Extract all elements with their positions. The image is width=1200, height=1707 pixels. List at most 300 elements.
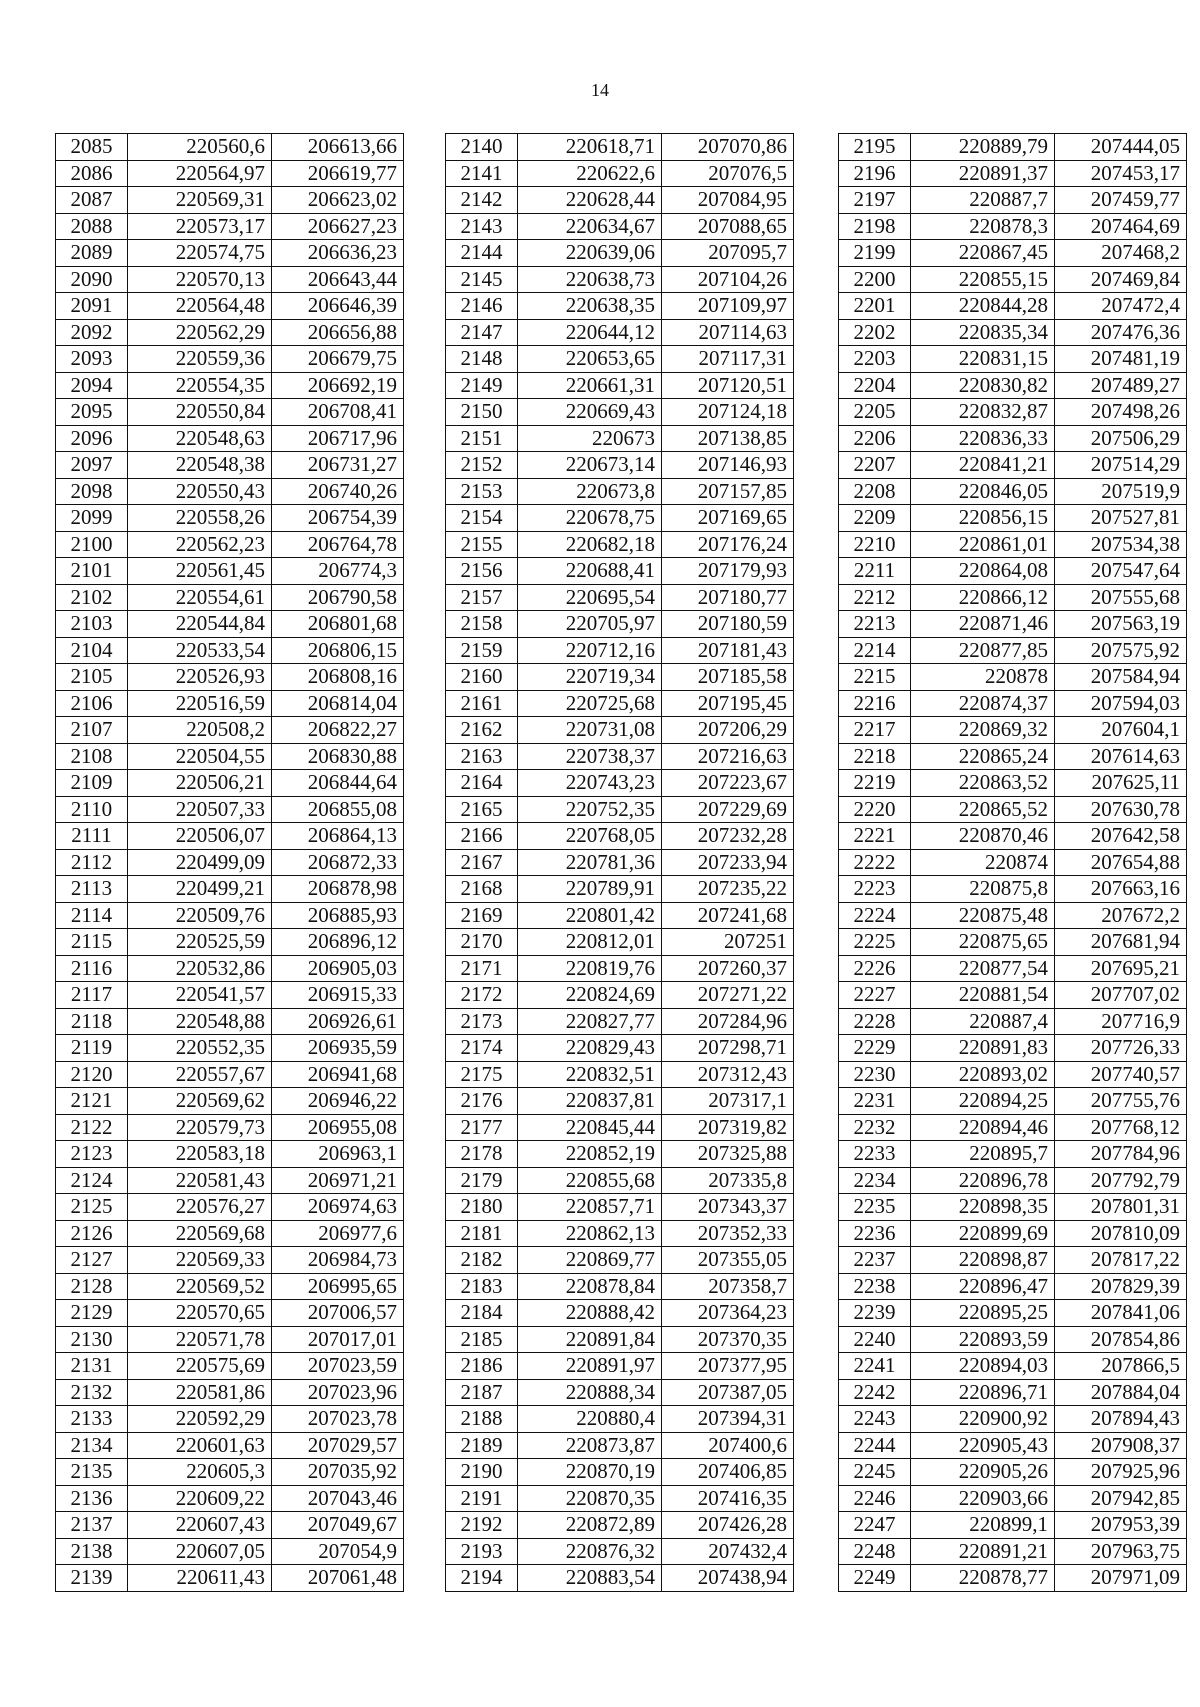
- x-coordinate-cell: 220601,63: [128, 1432, 272, 1459]
- x-coordinate-cell: 220634,67: [518, 213, 662, 240]
- x-coordinate-cell: 220559,36: [128, 346, 272, 373]
- point-number-cell: 2225: [839, 929, 911, 956]
- point-number-cell: 2138: [56, 1538, 128, 1565]
- y-coordinate-cell: 206643,44: [272, 266, 404, 293]
- table-row: [446, 1008, 794, 1035]
- point-number-cell: 2160: [446, 664, 518, 691]
- point-number-cell: 2130: [56, 1326, 128, 1353]
- x-coordinate-cell: 220900,92: [911, 1406, 1055, 1433]
- point-number-cell: 2204: [839, 372, 911, 399]
- table-row: [56, 1247, 404, 1274]
- y-coordinate-cell: 207251: [662, 929, 794, 956]
- x-coordinate-cell: 220864,08: [911, 558, 1055, 585]
- x-coordinate-cell: 220592,29: [128, 1406, 272, 1433]
- table-row: [839, 1220, 1187, 1247]
- point-number-cell: 2151: [446, 425, 518, 452]
- point-number-cell: 2134: [56, 1432, 128, 1459]
- y-coordinate-cell: 207406,85: [662, 1459, 794, 1486]
- x-coordinate-cell: 220878: [911, 664, 1055, 691]
- y-coordinate-cell: 207784,96: [1055, 1141, 1187, 1168]
- table-row: [446, 213, 794, 240]
- table-row: [839, 1061, 1187, 1088]
- x-coordinate-cell: 220557,67: [128, 1061, 272, 1088]
- y-coordinate-cell: 207029,57: [272, 1432, 404, 1459]
- y-coordinate-cell: 207841,06: [1055, 1300, 1187, 1327]
- y-coordinate-cell: 207884,04: [1055, 1379, 1187, 1406]
- x-coordinate-cell: 220829,43: [518, 1035, 662, 1062]
- y-coordinate-cell: 207829,39: [1055, 1273, 1187, 1300]
- x-coordinate-cell: 220550,84: [128, 399, 272, 426]
- table-row: [446, 611, 794, 638]
- x-coordinate-cell: 220499,09: [128, 849, 272, 876]
- point-number-cell: 2184: [446, 1300, 518, 1327]
- point-number-cell: 2244: [839, 1432, 911, 1459]
- table-row: [446, 1353, 794, 1380]
- table-row: [839, 452, 1187, 479]
- table-row: [56, 187, 404, 214]
- point-number-cell: 2214: [839, 637, 911, 664]
- x-coordinate-cell: 220581,43: [128, 1167, 272, 1194]
- x-coordinate-cell: 220541,57: [128, 982, 272, 1009]
- table-row: [446, 240, 794, 267]
- table-row: [56, 929, 404, 956]
- table-row: [446, 1485, 794, 1512]
- table-row: [839, 240, 1187, 267]
- point-number-cell: 2194: [446, 1565, 518, 1592]
- point-number-cell: 2140: [446, 134, 518, 161]
- x-coordinate-cell: 220891,21: [911, 1538, 1055, 1565]
- table-row: [446, 1114, 794, 1141]
- table-row: [839, 1353, 1187, 1380]
- table-row: [56, 796, 404, 823]
- x-coordinate-cell: 220752,35: [518, 796, 662, 823]
- x-coordinate-cell: 220508,2: [128, 717, 272, 744]
- x-coordinate-cell: 220903,66: [911, 1485, 1055, 1512]
- y-coordinate-cell: 207232,28: [662, 823, 794, 850]
- table-row: [56, 505, 404, 532]
- x-coordinate-cell: 220891,37: [911, 160, 1055, 187]
- y-coordinate-cell: 207180,77: [662, 584, 794, 611]
- table-row: [446, 1538, 794, 1565]
- y-coordinate-cell: 206656,88: [272, 319, 404, 346]
- table-row: [446, 664, 794, 691]
- y-coordinate-cell: 207180,59: [662, 611, 794, 638]
- x-coordinate-cell: 220824,69: [518, 982, 662, 1009]
- point-number-cell: 2089: [56, 240, 128, 267]
- point-number-cell: 2152: [446, 452, 518, 479]
- y-coordinate-cell: 206941,68: [272, 1061, 404, 1088]
- x-coordinate-cell: 220561,45: [128, 558, 272, 585]
- table-row: [446, 1141, 794, 1168]
- point-number-cell: 2085: [56, 134, 128, 161]
- y-coordinate-cell: 207035,92: [272, 1459, 404, 1486]
- table-row: [56, 531, 404, 558]
- point-number-cell: 2247: [839, 1512, 911, 1539]
- x-coordinate-cell: 220898,87: [911, 1247, 1055, 1274]
- table-row: [839, 293, 1187, 320]
- table-row: [446, 1088, 794, 1115]
- y-coordinate-cell: 206808,16: [272, 664, 404, 691]
- table-row: [56, 1194, 404, 1221]
- x-coordinate-cell: 220863,52: [911, 770, 1055, 797]
- point-number-cell: 2139: [56, 1565, 128, 1592]
- x-coordinate-cell: 220872,89: [518, 1512, 662, 1539]
- point-number-cell: 2096: [56, 425, 128, 452]
- table-row: [446, 505, 794, 532]
- table-row: [446, 134, 794, 161]
- y-coordinate-cell: 207672,2: [1055, 902, 1187, 929]
- table-row: [839, 134, 1187, 161]
- y-coordinate-cell: 207176,24: [662, 531, 794, 558]
- x-coordinate-cell: 220866,12: [911, 584, 1055, 611]
- y-coordinate-cell: 206822,27: [272, 717, 404, 744]
- y-coordinate-cell: 207181,43: [662, 637, 794, 664]
- y-coordinate-cell: 207740,57: [1055, 1061, 1187, 1088]
- y-coordinate-cell: 207432,4: [662, 1538, 794, 1565]
- table-row: [56, 240, 404, 267]
- point-number-cell: 2164: [446, 770, 518, 797]
- point-number-cell: 2182: [446, 1247, 518, 1274]
- table-row: [839, 1565, 1187, 1592]
- point-number-cell: 2222: [839, 849, 911, 876]
- point-number-cell: 2131: [56, 1353, 128, 1380]
- y-coordinate-cell: 207070,86: [662, 134, 794, 161]
- x-coordinate-cell: 220719,34: [518, 664, 662, 691]
- x-coordinate-cell: 220558,26: [128, 505, 272, 532]
- x-coordinate-cell: 220731,08: [518, 717, 662, 744]
- y-coordinate-cell: 206905,03: [272, 955, 404, 982]
- y-coordinate-cell: 207604,1: [1055, 717, 1187, 744]
- y-coordinate-cell: 207716,9: [1055, 1008, 1187, 1035]
- table-row: [839, 319, 1187, 346]
- table-row: [56, 1300, 404, 1327]
- point-number-cell: 2088: [56, 213, 128, 240]
- x-coordinate-cell: 220564,48: [128, 293, 272, 320]
- y-coordinate-cell: 206926,61: [272, 1008, 404, 1035]
- y-coordinate-cell: 207481,19: [1055, 346, 1187, 373]
- y-coordinate-cell: 207054,9: [272, 1538, 404, 1565]
- y-coordinate-cell: 207426,28: [662, 1512, 794, 1539]
- table-row: [446, 531, 794, 558]
- x-coordinate-cell: 220569,33: [128, 1247, 272, 1274]
- y-coordinate-cell: 207233,94: [662, 849, 794, 876]
- y-coordinate-cell: 206679,75: [272, 346, 404, 373]
- point-number-cell: 2240: [839, 1326, 911, 1353]
- y-coordinate-cell: 207120,51: [662, 372, 794, 399]
- table-row: [839, 1512, 1187, 1539]
- table-row: [839, 690, 1187, 717]
- point-number-cell: 2170: [446, 929, 518, 956]
- point-number-cell: 2231: [839, 1088, 911, 1115]
- x-coordinate-cell: 220673,8: [518, 478, 662, 505]
- point-number-cell: 2086: [56, 160, 128, 187]
- table-row: [839, 929, 1187, 956]
- x-coordinate-cell: 220506,21: [128, 770, 272, 797]
- table-row: [446, 1061, 794, 1088]
- x-coordinate-cell: 220870,35: [518, 1485, 662, 1512]
- table-row: [839, 717, 1187, 744]
- x-coordinate-cell: 220905,26: [911, 1459, 1055, 1486]
- y-coordinate-cell: 207049,67: [272, 1512, 404, 1539]
- table-row: [56, 611, 404, 638]
- y-coordinate-cell: 207223,67: [662, 770, 794, 797]
- y-coordinate-cell: 207854,86: [1055, 1326, 1187, 1353]
- table-row: [56, 452, 404, 479]
- table-row: [446, 823, 794, 850]
- table-row: [839, 1114, 1187, 1141]
- table-row: [446, 1432, 794, 1459]
- y-coordinate-cell: 206801,68: [272, 611, 404, 638]
- x-coordinate-cell: 220876,32: [518, 1538, 662, 1565]
- table-row: [839, 1406, 1187, 1433]
- x-coordinate-cell: 220575,69: [128, 1353, 272, 1380]
- table-row: [839, 1167, 1187, 1194]
- x-coordinate-cell: 220509,76: [128, 902, 272, 929]
- table-row: [839, 1459, 1187, 1486]
- y-coordinate-cell: 207206,29: [662, 717, 794, 744]
- x-coordinate-cell: 220896,71: [911, 1379, 1055, 1406]
- table-row: [56, 1512, 404, 1539]
- table-row: [446, 1167, 794, 1194]
- x-coordinate-cell: 220874,37: [911, 690, 1055, 717]
- table-row: [56, 1220, 404, 1247]
- point-number-cell: 2192: [446, 1512, 518, 1539]
- x-coordinate-cell: 220673: [518, 425, 662, 452]
- point-number-cell: 2118: [56, 1008, 128, 1035]
- y-coordinate-cell: 206814,04: [272, 690, 404, 717]
- point-number-cell: 2242: [839, 1379, 911, 1406]
- table-row: [839, 1141, 1187, 1168]
- x-coordinate-cell: 220889,79: [911, 134, 1055, 161]
- point-number-cell: 2135: [56, 1459, 128, 1486]
- y-coordinate-cell: 207469,84: [1055, 266, 1187, 293]
- y-coordinate-cell: 207157,85: [662, 478, 794, 505]
- x-coordinate-cell: 220856,15: [911, 505, 1055, 532]
- x-coordinate-cell: 220831,15: [911, 346, 1055, 373]
- x-coordinate-cell: 220562,29: [128, 319, 272, 346]
- x-coordinate-cell: 220504,55: [128, 743, 272, 770]
- table-row: [56, 1088, 404, 1115]
- x-coordinate-cell: 220830,82: [911, 372, 1055, 399]
- x-coordinate-cell: 220873,87: [518, 1432, 662, 1459]
- table-row: [839, 399, 1187, 426]
- x-coordinate-cell: 220891,84: [518, 1326, 662, 1353]
- point-number-cell: 2094: [56, 372, 128, 399]
- point-number-cell: 2116: [56, 955, 128, 982]
- point-number-cell: 2111: [56, 823, 128, 850]
- y-coordinate-cell: 207335,8: [662, 1167, 794, 1194]
- y-coordinate-cell: 207489,27: [1055, 372, 1187, 399]
- table-row: [839, 664, 1187, 691]
- point-number-cell: 2119: [56, 1035, 128, 1062]
- x-coordinate-cell: 220560,6: [128, 134, 272, 161]
- point-number-cell: 2100: [56, 531, 128, 558]
- table-row: [446, 1379, 794, 1406]
- point-number-cell: 2213: [839, 611, 911, 638]
- point-number-cell: 2154: [446, 505, 518, 532]
- x-coordinate-cell: 220877,85: [911, 637, 1055, 664]
- point-number-cell: 2113: [56, 876, 128, 903]
- point-number-cell: 2245: [839, 1459, 911, 1486]
- point-number-cell: 2105: [56, 664, 128, 691]
- y-coordinate-cell: 207298,71: [662, 1035, 794, 1062]
- y-coordinate-cell: 206995,65: [272, 1273, 404, 1300]
- y-coordinate-cell: 206636,23: [272, 240, 404, 267]
- x-coordinate-cell: 220895,25: [911, 1300, 1055, 1327]
- table-row: [56, 876, 404, 903]
- y-coordinate-cell: 206872,33: [272, 849, 404, 876]
- table-row: [56, 664, 404, 691]
- x-coordinate-cell: 220855,15: [911, 266, 1055, 293]
- y-coordinate-cell: 207614,63: [1055, 743, 1187, 770]
- point-number-cell: 2150: [446, 399, 518, 426]
- point-number-cell: 2123: [56, 1141, 128, 1168]
- table-row: [839, 902, 1187, 929]
- x-coordinate-cell: 220841,21: [911, 452, 1055, 479]
- y-coordinate-cell: 206844,64: [272, 770, 404, 797]
- table-row: [839, 346, 1187, 373]
- point-number-cell: 2217: [839, 717, 911, 744]
- point-number-cell: 2195: [839, 134, 911, 161]
- x-coordinate-cell: 220832,51: [518, 1061, 662, 1088]
- y-coordinate-cell: 207642,58: [1055, 823, 1187, 850]
- table-row: [839, 478, 1187, 505]
- y-coordinate-cell: 207416,35: [662, 1485, 794, 1512]
- x-coordinate-cell: 220669,43: [518, 399, 662, 426]
- y-coordinate-cell: 207095,7: [662, 240, 794, 267]
- point-number-cell: 2176: [446, 1088, 518, 1115]
- x-coordinate-cell: 220548,38: [128, 452, 272, 479]
- point-number-cell: 2188: [446, 1406, 518, 1433]
- y-coordinate-cell: 207755,76: [1055, 1088, 1187, 1115]
- point-number-cell: 2196: [839, 160, 911, 187]
- table-row: [56, 1167, 404, 1194]
- x-coordinate-cell: 220548,63: [128, 425, 272, 452]
- x-coordinate-cell: 220894,46: [911, 1114, 1055, 1141]
- y-coordinate-cell: 207400,6: [662, 1432, 794, 1459]
- table-row: [56, 690, 404, 717]
- x-coordinate-cell: 220878,84: [518, 1273, 662, 1300]
- point-number-cell: 2103: [56, 611, 128, 638]
- y-coordinate-cell: 207124,18: [662, 399, 794, 426]
- table-row: [839, 531, 1187, 558]
- x-coordinate-cell: 220845,44: [518, 1114, 662, 1141]
- point-number-cell: 2235: [839, 1194, 911, 1221]
- table-row: [839, 637, 1187, 664]
- table-row: [446, 1326, 794, 1353]
- x-coordinate-cell: 220819,76: [518, 955, 662, 982]
- y-coordinate-cell: 207235,22: [662, 876, 794, 903]
- point-number-cell: 2193: [446, 1538, 518, 1565]
- y-coordinate-cell: 206754,39: [272, 505, 404, 532]
- x-coordinate-cell: 220874: [911, 849, 1055, 876]
- x-coordinate-cell: 220618,71: [518, 134, 662, 161]
- point-number-cell: 2133: [56, 1406, 128, 1433]
- x-coordinate-cell: 220611,43: [128, 1565, 272, 1592]
- y-coordinate-cell: 207506,29: [1055, 425, 1187, 452]
- y-coordinate-cell: 207271,22: [662, 982, 794, 1009]
- x-coordinate-cell: 220499,21: [128, 876, 272, 903]
- x-coordinate-cell: 220894,03: [911, 1353, 1055, 1380]
- x-coordinate-cell: 220532,86: [128, 955, 272, 982]
- point-number-cell: 2175: [446, 1061, 518, 1088]
- point-number-cell: 2223: [839, 876, 911, 903]
- y-coordinate-cell: 207792,79: [1055, 1167, 1187, 1194]
- point-number-cell: 2172: [446, 982, 518, 1009]
- table-row: [446, 1220, 794, 1247]
- y-coordinate-cell: 207043,46: [272, 1485, 404, 1512]
- table-row: [56, 849, 404, 876]
- x-coordinate-cell: 220846,05: [911, 478, 1055, 505]
- y-coordinate-cell: 206955,08: [272, 1114, 404, 1141]
- y-coordinate-cell: 207498,26: [1055, 399, 1187, 426]
- x-coordinate-cell: 220869,77: [518, 1247, 662, 1274]
- table-row: [56, 478, 404, 505]
- x-coordinate-cell: 220881,54: [911, 982, 1055, 1009]
- x-coordinate-cell: 220506,07: [128, 823, 272, 850]
- point-number-cell: 2107: [56, 717, 128, 744]
- y-coordinate-cell: 207810,09: [1055, 1220, 1187, 1247]
- x-coordinate-cell: 220639,06: [518, 240, 662, 267]
- table-row: [839, 1008, 1187, 1035]
- table-row: [56, 902, 404, 929]
- y-coordinate-cell: 207394,31: [662, 1406, 794, 1433]
- point-number-cell: 2200: [839, 266, 911, 293]
- table-row: [839, 1485, 1187, 1512]
- point-number-cell: 2124: [56, 1167, 128, 1194]
- point-number-cell: 2146: [446, 293, 518, 320]
- y-coordinate-cell: 206935,59: [272, 1035, 404, 1062]
- y-coordinate-cell: 207370,35: [662, 1326, 794, 1353]
- point-number-cell: 2157: [446, 584, 518, 611]
- point-number-cell: 2101: [56, 558, 128, 585]
- y-coordinate-cell: 207195,45: [662, 690, 794, 717]
- x-coordinate-cell: 220526,93: [128, 664, 272, 691]
- x-coordinate-cell: 220569,68: [128, 1220, 272, 1247]
- point-number-cell: 2208: [839, 478, 911, 505]
- point-number-cell: 2125: [56, 1194, 128, 1221]
- point-number-cell: 2120: [56, 1061, 128, 1088]
- point-number-cell: 2248: [839, 1538, 911, 1565]
- table-row: [56, 955, 404, 982]
- x-coordinate-cell: 220880,4: [518, 1406, 662, 1433]
- table-row: [446, 478, 794, 505]
- y-coordinate-cell: 206613,66: [272, 134, 404, 161]
- y-coordinate-cell: 207260,37: [662, 955, 794, 982]
- point-number-cell: 2199: [839, 240, 911, 267]
- table-row: [446, 796, 794, 823]
- x-coordinate-cell: 220867,45: [911, 240, 1055, 267]
- point-number-cell: 2180: [446, 1194, 518, 1221]
- point-number-cell: 2187: [446, 1379, 518, 1406]
- x-coordinate-cell: 220865,52: [911, 796, 1055, 823]
- x-coordinate-cell: 220705,97: [518, 611, 662, 638]
- table-row: [56, 160, 404, 187]
- table-row: [839, 743, 1187, 770]
- x-coordinate-cell: 220852,19: [518, 1141, 662, 1168]
- y-coordinate-cell: 206896,12: [272, 929, 404, 956]
- x-coordinate-cell: 220883,54: [518, 1565, 662, 1592]
- point-number-cell: 2227: [839, 982, 911, 1009]
- point-number-cell: 2229: [839, 1035, 911, 1062]
- table-row: [446, 399, 794, 426]
- table-row: [446, 929, 794, 956]
- y-coordinate-cell: 207453,17: [1055, 160, 1187, 187]
- point-number-cell: 2233: [839, 1141, 911, 1168]
- table-row: [839, 1300, 1187, 1327]
- y-coordinate-cell: 207555,68: [1055, 584, 1187, 611]
- table-row: [839, 558, 1187, 585]
